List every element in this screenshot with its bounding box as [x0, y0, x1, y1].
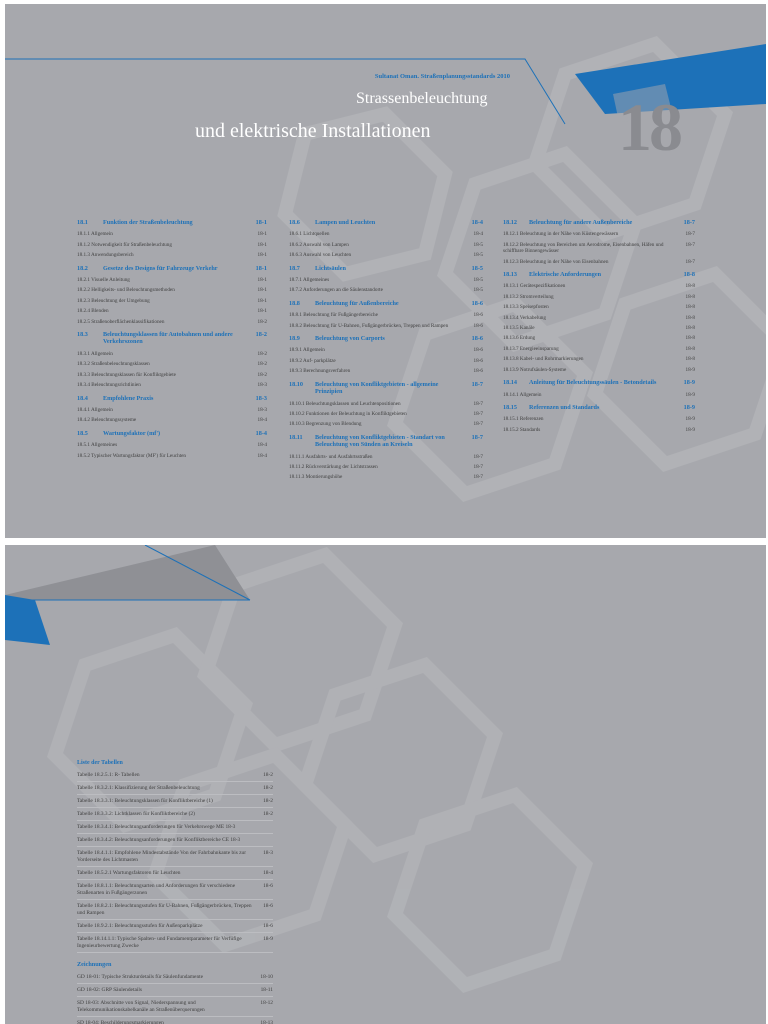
drawing-list-title: GD 18-01: Typische Strukturdetails für Säulenfundamente: [77, 974, 204, 980]
toc-entry[interactable]: [289, 287, 483, 293]
table-list-page: 18-9: [263, 936, 273, 942]
table-list-page: 18-6: [263, 923, 273, 929]
toc-section-number: 18.14: [503, 379, 517, 387]
toc-section-title: Beleuchtung für andere Außenbereiche: [529, 219, 633, 226]
toc-entry[interactable]: [77, 308, 267, 314]
list-of-tables: [77, 760, 273, 1024]
toc-section-title: Lichtsäulen: [315, 264, 346, 272]
toc-entry-title: 18.5.1 Allgemeines: [77, 442, 118, 449]
toc-section-title: Anleitung für Beleuchtungssäulen - Betondetails: [529, 379, 657, 387]
table-list-page: 18-4: [263, 870, 273, 876]
toc-entry[interactable]: [289, 454, 483, 460]
toc-entry[interactable]: [77, 287, 267, 293]
corner-blue-band: [5, 595, 50, 645]
toc-entry-title: 18.13.3 Speisepfosten: [503, 304, 549, 311]
toc-entry-title: 18.12.2 Beleuchtung von Bereichen um Aerodrome, Eisenbahnen, Häfen und schiffbare Binnengewässer: [503, 241, 664, 255]
toc-page-ref: 18-5: [473, 287, 483, 294]
toc-page-ref: 18-5: [473, 252, 483, 259]
toc-section-title: Lampen und Leuchten: [315, 219, 376, 226]
toc-page-ref: 18-8: [685, 314, 695, 321]
toc-entry[interactable]: [289, 401, 483, 407]
toc-section-number: 18.4: [77, 394, 88, 402]
table-list-page: 18-6: [263, 883, 273, 889]
table-list-page: 18-2: [263, 811, 273, 817]
toc-section-heading[interactable]: [503, 271, 695, 278]
table-list-page: 18-2: [263, 798, 273, 804]
drawing-list-item[interactable]: [77, 1000, 273, 1017]
toc-page-ref: 18-5: [471, 264, 483, 272]
table-list-title: Tabelle 18.3.2.1: Klassifizierung der Straßenbeleuchtung: [77, 785, 200, 791]
toc-entry[interactable]: [289, 421, 483, 427]
toc-section-number: 18.15: [503, 403, 517, 411]
drawing-list-page: 18-10: [260, 974, 273, 980]
toc-page-ref: 18-2: [257, 361, 267, 368]
toc-entry[interactable]: [503, 315, 695, 321]
toc-entry[interactable]: [503, 259, 695, 265]
table-list-page: 18-3: [263, 850, 273, 856]
toc-page-ref: 18-7: [473, 410, 483, 417]
toc-section-heading[interactable]: [77, 265, 267, 272]
table-list-title: Tabelle 18.8.1.1: Beleuchtungsarten und Anforderungen für verschiedene Straßenarten in Fußgängerzonen: [77, 883, 236, 896]
toc-entry-title: 18.6.2 Auswahl von Lampen: [289, 241, 349, 248]
toc-entry[interactable]: [77, 277, 267, 283]
toc-entry-title: 18.11.3 Montierungshöhe: [289, 474, 343, 481]
toc-entry-title: 18.9.2 Auf- parkplätze: [289, 357, 336, 364]
toc-entry-title: 18.13.4 Verkabelung: [503, 314, 546, 321]
table-list-item[interactable]: [77, 850, 273, 867]
toc-page-ref: 18-6: [473, 312, 483, 319]
toc-entry[interactable]: [289, 242, 483, 248]
toc-entry-title: 18.13.7 Energieeinsparung: [503, 345, 559, 352]
toc-entry-title: 18.12.1 Beleuchtung in der Nähe von Küstengewässern: [503, 231, 619, 238]
drawings-heading: Zeichnungen: [77, 961, 112, 968]
toc-entry-title: 18.2.3 Beleuchtung der Umgebung: [77, 297, 150, 304]
toc-entry-title: 18.14.1 Allgemein: [503, 391, 542, 398]
table-list-item[interactable]: [77, 903, 273, 920]
toc-page-ref: 18-1: [257, 287, 267, 294]
toc-page-ref: 18-4: [255, 429, 267, 437]
toc-entry[interactable]: [503, 304, 695, 310]
toc-entry-title: 18.9.1 Allgemein: [289, 347, 325, 354]
toc-entry[interactable]: [503, 242, 695, 255]
toc-page-ref: 18-9: [685, 426, 695, 433]
toc-entry-title: 18.1.3 Anwendungsbereich: [77, 252, 134, 259]
chapter-number: 18: [618, 89, 680, 165]
toc-column-3: [503, 219, 695, 437]
toc-entry-title: 18.11.1 Ausfahrts- und Ausfahrtsstraßen: [289, 453, 373, 460]
toc-page-ref: 18-7: [473, 463, 483, 470]
toc-entry-title: 18.10.2 Funktionen der Beleuchtung in Konfliktgebieten: [289, 410, 407, 417]
toc-page-ref: 18-8: [685, 304, 695, 311]
toc-page-ref: 18-6: [473, 322, 483, 329]
toc-page-ref: 18-4: [257, 452, 267, 459]
toc-entry-title: 18.10.3 Begrenzung von Blendung: [289, 421, 362, 428]
toc-entry-title: 18.5.2 Typischer Wartungsfaktor (MF') für Leuchten: [77, 452, 187, 459]
toc-page-ref: 18-1: [257, 277, 267, 284]
toc-page-ref: 18-1: [257, 308, 267, 315]
toc-entry[interactable]: [77, 407, 267, 413]
toc-entry-title: 18.3.3 Beleuchtungsklassen für Konfliktgebiete: [77, 371, 176, 378]
table-list-title: Tabelle 18.5.2.1 Wartungsfaktoren für Leuchten: [77, 870, 181, 876]
toc-entry-title: 18.4.2 Beleuchtungssysteme: [77, 417, 137, 424]
toc-section-heading[interactable]: [289, 434, 483, 449]
toc-section-title: Gesetze des Designs für Fahrzeuge Verkehr: [103, 264, 218, 272]
list-of-tables-page: [5, 545, 766, 1024]
toc-page-ref: 18-7: [685, 231, 695, 238]
table-list-title: Tabelle 18.2.5.1: R- Tabellen: [77, 772, 140, 778]
toc-section-heading[interactable]: [289, 300, 483, 307]
toc-page-ref: 18-1: [257, 252, 267, 259]
toc-entry-title: 18.2.5 Straßenoberflächenklassifikationen: [77, 318, 165, 325]
toc-section-heading[interactable]: [289, 265, 483, 272]
toc-column-2: [289, 219, 483, 485]
toc-section-number: 18.13: [503, 271, 517, 279]
toc-section-number: 18.7: [289, 264, 300, 272]
toc-section-heading[interactable]: [503, 379, 695, 386]
toc-entry[interactable]: [503, 231, 695, 237]
toc-section-title: Funktion der Straßenbeleuchtung: [103, 219, 193, 226]
toc-page-ref: 18-1: [257, 231, 267, 238]
toc-entry-title: 18.9.3 Berechnungsverfahren: [289, 368, 351, 375]
toc-entry[interactable]: [77, 231, 267, 237]
toc-entry-title: 18.13.1 Gerätespezifikationen: [503, 283, 566, 290]
toc-page-ref: 18-5: [473, 277, 483, 284]
table-list-item[interactable]: [77, 923, 273, 933]
toc-entry[interactable]: [289, 231, 483, 237]
toc-section-number: 18.6: [289, 219, 300, 226]
toc-entry[interactable]: [289, 252, 483, 258]
toc-section-title: Beleuchtung von Carports: [315, 335, 385, 343]
toc-page-ref: 18-2: [257, 318, 267, 325]
table-list-item[interactable]: [77, 936, 273, 953]
toc-section-heading[interactable]: [289, 219, 483, 226]
table-list-item[interactable]: [77, 811, 273, 821]
toc-section-number: 18.8: [289, 299, 300, 307]
corner-gray-band: [5, 545, 250, 600]
toc-page-ref: 18-7: [471, 433, 483, 441]
toc-entry[interactable]: [77, 351, 267, 357]
toc-section-number: 18.12: [503, 219, 517, 226]
toc-entry[interactable]: [77, 319, 267, 325]
toc-entry[interactable]: [289, 323, 483, 329]
toc-page-ref: 18-1: [257, 297, 267, 304]
table-list-title: Tabelle 18.4.1.1: Empfohlene Mindestabstände Von der Fahrbahnkante bis zur Vorderseite des Lichtmasten: [77, 850, 247, 863]
toc-page-ref: 18-7: [471, 380, 483, 388]
toc-entry-title: 18.4.1 Allgemein: [77, 406, 113, 413]
toc-entry[interactable]: [289, 358, 483, 364]
toc-page: [5, 4, 766, 538]
toc-page-ref: 18-2: [257, 371, 267, 378]
toc-section-heading[interactable]: [503, 219, 695, 226]
toc-entry-title: 18.15.2 Standards: [503, 426, 541, 433]
toc-entry[interactable]: [503, 294, 695, 300]
toc-page-ref: 18-6: [473, 357, 483, 364]
toc-entry[interactable]: [77, 252, 267, 258]
toc-entry[interactable]: [289, 368, 483, 374]
table-list-title: Tabelle 18.8.2.1: Beleuchtungsstufen für U-Bahnen, Fußgängerbrücken, Treppen und Rampen: [77, 903, 252, 916]
toc-entry[interactable]: [77, 372, 267, 378]
drawing-list-item[interactable]: [77, 1020, 273, 1024]
toc-page-ref: 18-8: [685, 283, 695, 290]
list-of-tables-heading: Liste der Tabellen: [77, 760, 123, 766]
toc-entry-title: 18.15.1 Referenzen: [503, 416, 544, 423]
toc-page-ref: 18-5: [473, 241, 483, 248]
toc-page-ref: 18-6: [473, 347, 483, 354]
table-list-item[interactable]: [77, 824, 273, 834]
toc-page-ref: 18-4: [473, 231, 483, 238]
toc-entry-title: 18.3.2 Straßenbeleuchtungsklassen: [77, 361, 150, 368]
toc-page-ref: 18-6: [473, 368, 483, 375]
drawing-list-page: 18-12: [260, 1000, 273, 1006]
toc-entry-title: 18.6.3 Auswahl von Leuchten: [289, 252, 352, 259]
table-list-page: 18-6: [263, 903, 273, 909]
toc-page-ref: 18-4: [257, 442, 267, 449]
toc-page-ref: 18-2: [257, 350, 267, 357]
toc-page-ref: 18-9: [683, 403, 695, 411]
table-list-page: 18-2: [263, 772, 273, 778]
table-list-title: Tabelle 18.14.1.1: Typische Spalten- und Fundamentparameter für Verfüfige Ingenieurbewertung Zwecke: [77, 936, 242, 949]
drawing-list-page: 18-11: [260, 987, 273, 993]
table-list-item[interactable]: [77, 837, 273, 847]
drawing-list-title: SD 18-03: Abschnitte von Signal, Niederspannung und Telekommunikationskabelkanäle an Straßenüberquerungen: [77, 1000, 205, 1013]
toc-section-heading[interactable]: [77, 219, 267, 226]
toc-entry-title: 18.13.2 Stromverteilung: [503, 293, 554, 300]
chapter-title-line2: und elektrische Installationen: [195, 120, 431, 142]
toc-page-ref: 18-9: [685, 416, 695, 423]
toc-page-ref: 18-6: [471, 335, 483, 343]
toc-page-ref: 18-6: [471, 299, 483, 307]
toc-page-ref: 18-8: [685, 293, 695, 300]
toc-section-title: Beleuchtung für Außenbereiche: [315, 299, 399, 307]
toc-entry-title: 18.2.2 Helligkeits- und Beleuchtungsmethoden: [77, 287, 175, 294]
toc-page-ref: 18-4: [257, 417, 267, 424]
toc-entry-title: 18.13.9 Notrufsäulen-Systeme: [503, 366, 567, 373]
toc-page-ref: 18-7: [683, 219, 695, 226]
toc-page-ref: 18-2: [255, 331, 267, 339]
toc-entry[interactable]: [503, 367, 695, 373]
table-list-title: Tabelle 18.9.2.1: Beleuchtungsstufen für Außenparkplätze: [77, 923, 203, 929]
toc-entry[interactable]: [503, 346, 695, 352]
toc-page-ref: 18-1: [255, 219, 267, 226]
drawing-list-title: SD 18-04: Beschilderungsmarkierungen: [77, 1020, 164, 1024]
toc-page-ref: 18-8: [683, 271, 695, 279]
toc-page-ref: 18-7: [685, 241, 695, 248]
toc-page-ref: 18-9: [683, 379, 695, 387]
toc-entry-title: 18.2.4 Blenden: [77, 308, 109, 315]
toc-entry-title: 18.7.1 Allgemeines: [289, 277, 330, 284]
toc-entry[interactable]: [503, 335, 695, 341]
drawing-list-item[interactable]: [77, 974, 273, 984]
toc-entry-title: 18.1.1 Allgemein: [77, 231, 113, 238]
toc-page-ref: 18-4: [471, 219, 483, 226]
toc-page-ref: 18-8: [685, 345, 695, 352]
publication-title: Sultanat Oman. Straßenplanungsstandards 2010: [374, 73, 510, 80]
toc-entry[interactable]: [503, 416, 695, 422]
toc-entry[interactable]: [77, 361, 267, 367]
table-list-item[interactable]: [77, 883, 273, 900]
table-list-title: Tabelle 18.3.3.1: Beleuchtungsklassen für Konfliktbereiche (1): [77, 798, 213, 804]
toc-page-ref: 18-8: [685, 356, 695, 363]
toc-section-title: Beleuchtungsklassen für Autobahnen und andere Verkehrszonen: [103, 331, 233, 346]
toc-section-heading[interactable]: [77, 395, 267, 402]
table-list-item[interactable]: [77, 785, 273, 795]
toc-entry[interactable]: [77, 298, 267, 304]
toc-page-ref: 18-3: [257, 382, 267, 389]
toc-section-title: Beleuchtung von Konfliktgebieten - Standart von Beleuchtung von Sünden an Kreiseln: [315, 433, 445, 449]
toc-section-number: 18.1: [77, 219, 88, 226]
toc-column-1: [77, 219, 267, 463]
toc-entry-title: 18.10.1 Beleuchtungsklassen und Leuchtenpositionen: [289, 400, 401, 407]
toc-entry[interactable]: [77, 242, 267, 248]
drawing-list-item[interactable]: [77, 987, 273, 997]
toc-page-ref: 18-1: [255, 264, 267, 272]
toc-entry-title: 18.7.2 Anforderungen an die Säulenstandorte: [289, 287, 383, 294]
table-list-item[interactable]: [77, 870, 273, 880]
toc-section-number: 18.10: [289, 380, 303, 388]
table-list-title: Tabelle 18.3.4.1: Beleuchtungsanforderungen für Verkehrswege ME 18-3: [77, 824, 236, 830]
drawing-list-page: 18-13: [260, 1020, 273, 1024]
toc-page-ref: 18-9: [685, 366, 695, 373]
toc-section-title: Wartungsfaktor (mf'): [103, 429, 161, 437]
toc-entry[interactable]: [289, 312, 483, 318]
toc-page-ref: 18-8: [685, 325, 695, 332]
toc-page-ref: 18-8: [685, 335, 695, 342]
toc-section-title: Referenzen und Standards: [529, 403, 600, 411]
toc-entry[interactable]: [77, 442, 267, 448]
toc-entry[interactable]: [503, 283, 695, 289]
toc-page-ref: 18-7: [473, 421, 483, 428]
toc-entry[interactable]: [77, 453, 267, 459]
toc-entry-title: 18.3.4 Beleuchtungsrichtlinien: [77, 382, 141, 389]
toc-entry[interactable]: [77, 382, 267, 388]
toc-section-heading[interactable]: [503, 404, 695, 411]
toc-page-ref: 18-3: [257, 406, 267, 413]
toc-section-title: Beleuchtung von Konfliktgebieten - allgemeine Prinzipien: [315, 380, 439, 396]
toc-section-number: 18.2: [77, 264, 88, 272]
toc-entry[interactable]: [503, 427, 695, 433]
toc-section-heading[interactable]: [77, 331, 267, 346]
table-list-item[interactable]: [77, 798, 273, 808]
toc-page-ref: 18-7: [473, 474, 483, 481]
toc-entry-title: 18.2.1 Visuelle Anleitung: [77, 277, 130, 284]
table-list-title: Tabelle 18.3.3.2: Lichtklassen für Konfliktbereiche (2): [77, 811, 195, 817]
toc-entry-title: 18.13.8 Kabel- und Rohrmarkierungen: [503, 356, 584, 363]
toc-section-title: Empfohlene Praxis: [103, 394, 154, 402]
toc-entry-title: 18.13.6 Erdung: [503, 335, 536, 342]
toc-section-number: 18.5: [77, 429, 88, 437]
toc-entry[interactable]: [289, 474, 483, 480]
toc-entry-title: 18.8.2 Beleuchtung für U-Bahnen, Fußgängerbrücken, Treppen und Rampen: [289, 322, 449, 329]
toc-section-heading[interactable]: [289, 381, 483, 396]
toc-entry[interactable]: [289, 277, 483, 283]
toc-entry-title: 18.8.1 Beleuchtung für Fußgängerbereiche: [289, 312, 378, 319]
toc-page-ref: 18-9: [685, 391, 695, 398]
table-list-item[interactable]: [77, 772, 273, 782]
table-list-page: 18-2: [263, 785, 273, 791]
toc-section-heading[interactable]: [289, 335, 483, 342]
toc-entry[interactable]: [77, 417, 267, 423]
toc-entry-title: 18.3.1 Allgemein: [77, 350, 113, 357]
toc-section-heading[interactable]: [77, 430, 267, 437]
toc-page-ref: 18-1: [257, 241, 267, 248]
toc-entry-title: 18.6.1 Lichtquellen: [289, 231, 330, 238]
toc-section-title: Elektrische Anforderungen: [529, 271, 602, 279]
toc-entry[interactable]: [289, 347, 483, 353]
toc-section-number: 18.3: [77, 331, 88, 339]
toc-section-number: 18.9: [289, 335, 300, 343]
toc-entry[interactable]: [289, 464, 483, 470]
drawing-list-title: GD 18-02: GRP Säulendetails: [77, 987, 142, 993]
toc-entry-title: 18.1.2 Notwendigkeit für Straßenbeleuchtung: [77, 241, 172, 248]
toc-entry-title: 18.12.3 Beleuchtung in der Nähe von Eisenbahnen: [503, 258, 609, 265]
toc-entry-title: 18.11.2 Rückverstärkung der Lichtstrassen: [289, 463, 378, 470]
toc-section-number: 18.11: [289, 433, 303, 441]
toc-entry[interactable]: [503, 325, 695, 331]
chapter-title-line1: Strassenbeleuchtung: [356, 90, 488, 107]
table-list-title: Tabelle 18.3.4.2: Beleuchtungsanforderungen für Konfliktbereiche CE 18-3: [77, 837, 241, 843]
toc-page-ref: 18-3: [255, 394, 267, 402]
toc-entry[interactable]: [503, 356, 695, 362]
toc-page-ref: 18-7: [473, 400, 483, 407]
toc-entry-title: 18.13.5 Kanäle: [503, 325, 535, 332]
toc-entry[interactable]: [503, 392, 695, 398]
toc-page-ref: 18-7: [685, 258, 695, 265]
toc-entry[interactable]: [289, 411, 483, 417]
toc-page-ref: 18-7: [473, 453, 483, 460]
